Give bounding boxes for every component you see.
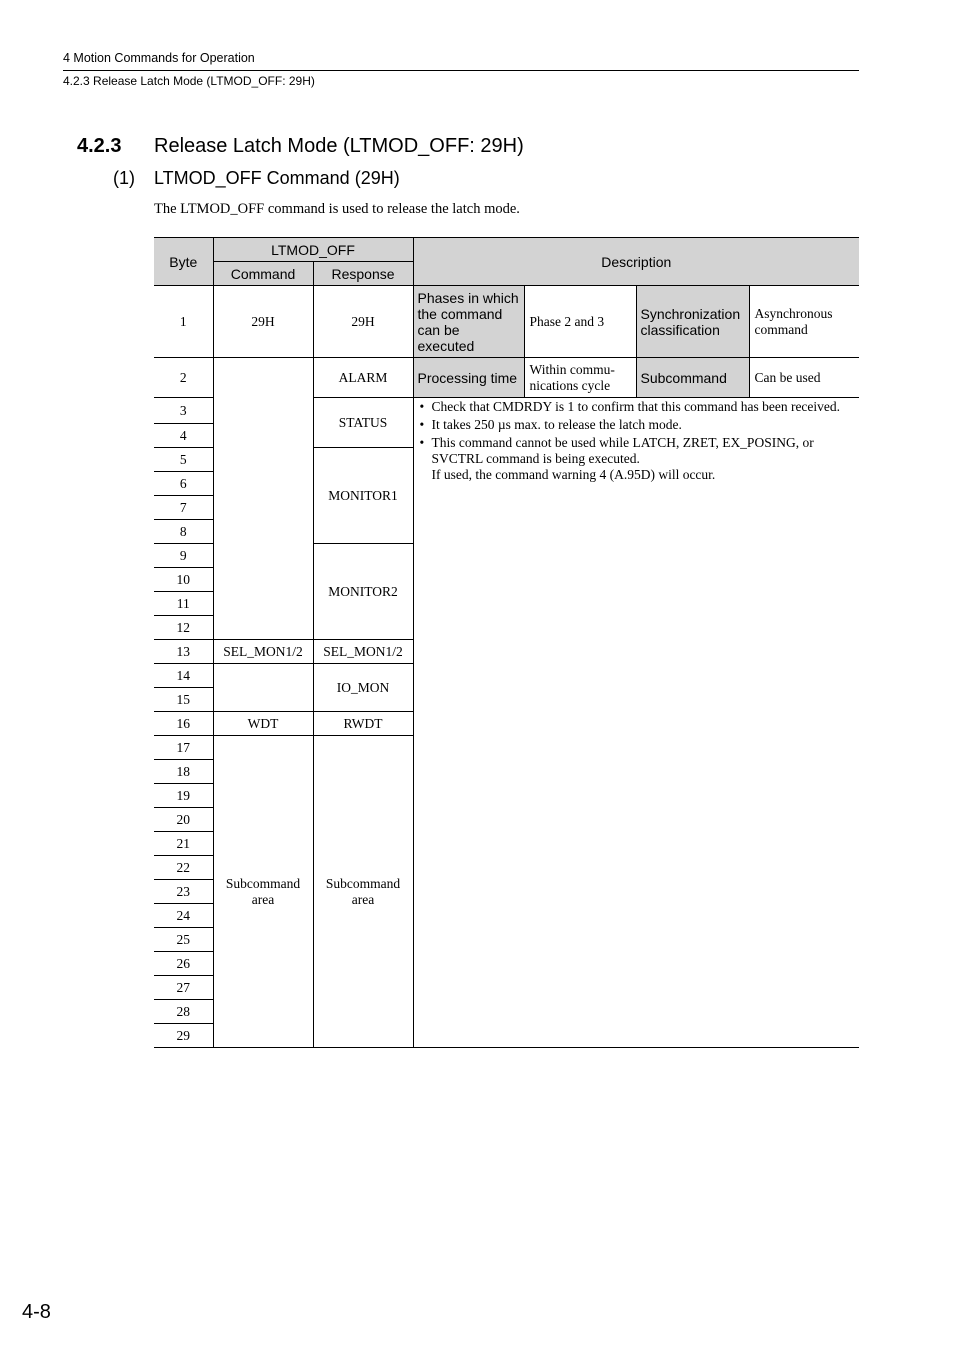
byte-cell: 13 — [154, 640, 213, 664]
byte-cell: 26 — [154, 952, 213, 976]
byte-cell: 5 — [154, 448, 213, 472]
processing-time-value: Within commu-nications cycle — [524, 358, 636, 398]
note-item: • It takes 250 µs max. to release the latch mode. — [419, 417, 682, 432]
subsection-title: LTMOD_OFF Command (29H) — [154, 168, 400, 188]
byte-cell: 9 — [154, 544, 213, 568]
note-continuation: If used, the command warning 4 (A.95D) will occur. — [431, 467, 716, 482]
subcommand-value: Can be used — [749, 358, 859, 398]
command-subcommand-area: Subcommand area — [213, 736, 313, 1048]
header-chapter: 4 Motion Commands for Operation — [63, 51, 255, 65]
header-ltmod-off: LTMOD_OFF — [213, 238, 413, 262]
header-command: Command — [213, 262, 313, 286]
section-number: 4.2.3 — [77, 135, 122, 157]
command-blank-cell — [213, 664, 313, 712]
byte-cell: 7 — [154, 496, 213, 520]
byte-cell: 12 — [154, 616, 213, 640]
byte-cell: 21 — [154, 832, 213, 856]
phases-label: Phases in which the command can be executed — [413, 286, 524, 358]
response-cell: ALARM — [313, 358, 413, 398]
description-notes — [413, 398, 859, 1048]
header-description: Description — [413, 238, 859, 286]
byte-cell: 17 — [154, 736, 213, 760]
byte-cell: 19 — [154, 784, 213, 808]
subcommand-label: Subcommand — [636, 358, 749, 398]
header-byte: Byte — [154, 238, 213, 286]
byte-cell: 25 — [154, 928, 213, 952]
byte-cell: 28 — [154, 1000, 213, 1024]
byte-cell: 8 — [154, 520, 213, 544]
sync-label: Synchronization classification — [636, 286, 749, 358]
byte-cell: 15 — [154, 688, 213, 712]
byte-cell: 14 — [154, 664, 213, 688]
byte-cell: 22 — [154, 856, 213, 880]
byte-cell: 23 — [154, 880, 213, 904]
byte-cell: 20 — [154, 808, 213, 832]
byte-cell: 4 — [154, 424, 213, 448]
subsection-number: (1) — [113, 168, 135, 188]
page-number: 4-8 — [22, 1301, 51, 1323]
running-header — [63, 50, 859, 89]
byte-cell: 1 — [154, 286, 213, 358]
sync-value: Asynchronous command — [749, 286, 859, 358]
response-cell: 29H — [313, 286, 413, 358]
byte-cell: 29 — [154, 1024, 213, 1048]
response-cell: MONITOR2 — [313, 544, 413, 640]
byte-cell: 10 — [154, 568, 213, 592]
byte-cell: 24 — [154, 904, 213, 928]
byte-cell: 16 — [154, 712, 213, 736]
byte-cell: 27 — [154, 976, 213, 1000]
response-cell: STATUS — [313, 398, 413, 448]
response-cell: MONITOR1 — [313, 448, 413, 544]
processing-time-label: Processing time — [413, 358, 524, 398]
response-cell: IO_MON — [313, 664, 413, 712]
command-cell: 29H — [213, 286, 313, 358]
phases-value: Phase 2 and 3 — [524, 286, 636, 358]
byte-cell: 3 — [154, 398, 213, 424]
response-subcommand-area: Subcommand area — [313, 736, 413, 1048]
intro-paragraph: The LTMOD_OFF command is used to release the latch mode. — [154, 201, 520, 217]
response-cell: SEL_MON1/2 — [313, 640, 413, 664]
section-title: Release Latch Mode (LTMOD_OFF: 29H) — [154, 135, 524, 157]
command-table — [154, 237, 859, 1048]
section-heading — [77, 133, 524, 159]
command-blank-cell — [213, 358, 313, 640]
response-cell: RWDT — [313, 712, 413, 736]
subsection-heading — [113, 166, 400, 190]
note-item: • Check that CMDRDY is 1 to confirm that this command has been received. — [419, 399, 841, 414]
header-response: Response — [313, 262, 413, 286]
byte-cell: 2 — [154, 358, 213, 398]
byte-cell: 11 — [154, 592, 213, 616]
header-rule — [63, 70, 859, 71]
header-section: 4.2.3 Release Latch Mode (LTMOD_OFF: 29H) — [63, 74, 315, 88]
command-cell: WDT — [213, 712, 313, 736]
byte-cell: 18 — [154, 760, 213, 784]
command-cell: SEL_MON1/2 — [213, 640, 313, 664]
note-item: • This command cannot be used while LATCH, ZRET, EX_POSING, or SVCTRL command is being executed. If used, the command warning 4 (A.95D) will occur. — [419, 435, 814, 482]
byte-cell: 6 — [154, 472, 213, 496]
